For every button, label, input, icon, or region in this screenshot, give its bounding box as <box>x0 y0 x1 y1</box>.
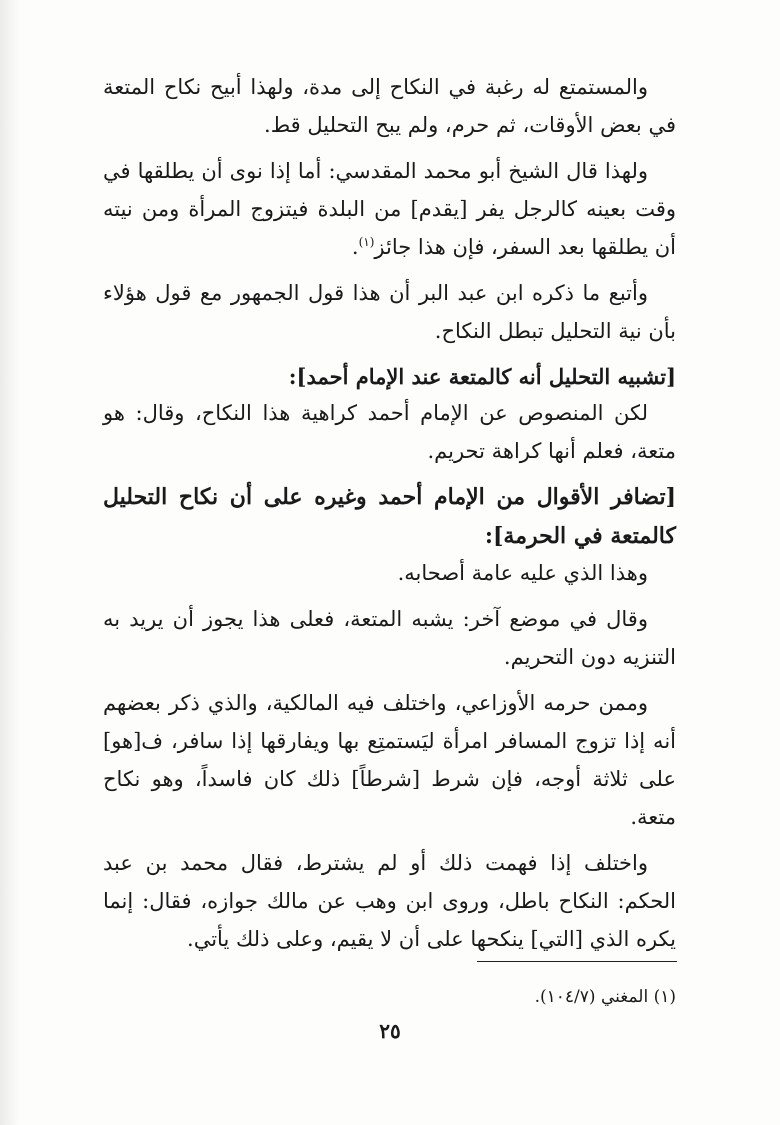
section-heading-1: [تشبيه التحليل أنه كالمتعة عند الإمام أحمد]: <box>288 364 676 389</box>
paragraph-8: واختلف إذا فهمت ذلك أو لم يشترط، فقال محمد بن عبد الحكم: النكاح باطل، وروى ابن وهب عن مالك جوازه، فقال: إنما يكره الذي [التي] ينكحها على أن لا يقيم، وعلى ذلك يأتي. <box>103 851 676 951</box>
footnote: (١) المغني (١٠٤/٧). <box>534 987 676 1007</box>
paragraph-7: وممن حرمه الأوزاعي، واختلف فيه المالكية، والذي ذكر بعضهم أنه إذا تزوج المسافر امرأة ليَستمتِع بها ويفارقها إذا سافر، ف[هو] على ثلاثة أوجه، فإن شرط [شرطاً] ذلك كان فاسداً، وهو نكاح متعة. <box>103 691 676 829</box>
paragraph-5: وهذا الذي عليه عامة أصحابه. <box>397 561 648 585</box>
page-edge-shadow <box>0 0 20 1125</box>
main-text <box>103 68 676 966</box>
footnote-reference[interactable]: (١) <box>358 235 375 249</box>
paragraph-4: لكن المنصوص عن الإمام أحمد كراهية هذا النكاح، وقال: هو متعة، فعلم أنها كراهة تحريم. <box>103 401 676 463</box>
section-heading-2: [تضافر الأقوال من الإمام أحمد وغيره على أن نكاح التحليل كالمتعة في الحرمة]: <box>103 484 676 549</box>
page-number: ٢٥ <box>379 1019 401 1043</box>
paragraph-2 <box>103 152 676 266</box>
paragraph-2-end: . <box>351 235 359 259</box>
paragraph-1: والمستمتع له رغبة في النكاح إلى مدة، ولهذا أبيح نكاح المتعة في بعض الأوقات، ثم حرم، ولم يبح التحليل قط. <box>103 75 676 137</box>
paragraph-2-text: ولهذا قال الشيخ أبو محمد المقدسي: أما إذا نوى أن يطلقها في وقت بعينه كالرجل يفر [يقدم] من البلدة فيتزوج المرأة ومن نيته أن يطلقها بعد السفر، فإن هذا جائز <box>103 159 676 259</box>
paragraph-6: وقال في موضع آخر: يشبه المتعة، فعلى هذا يجوز أن يريد به التنزيه دون التحريم. <box>103 607 676 669</box>
paragraph-3: وأتبع ما ذكره ابن عبد البر أن هذا قول الجمهور مع قول هؤلاء بأن نية التحليل تبطل النكاح. <box>103 281 676 343</box>
footnote-divider <box>477 961 677 962</box>
